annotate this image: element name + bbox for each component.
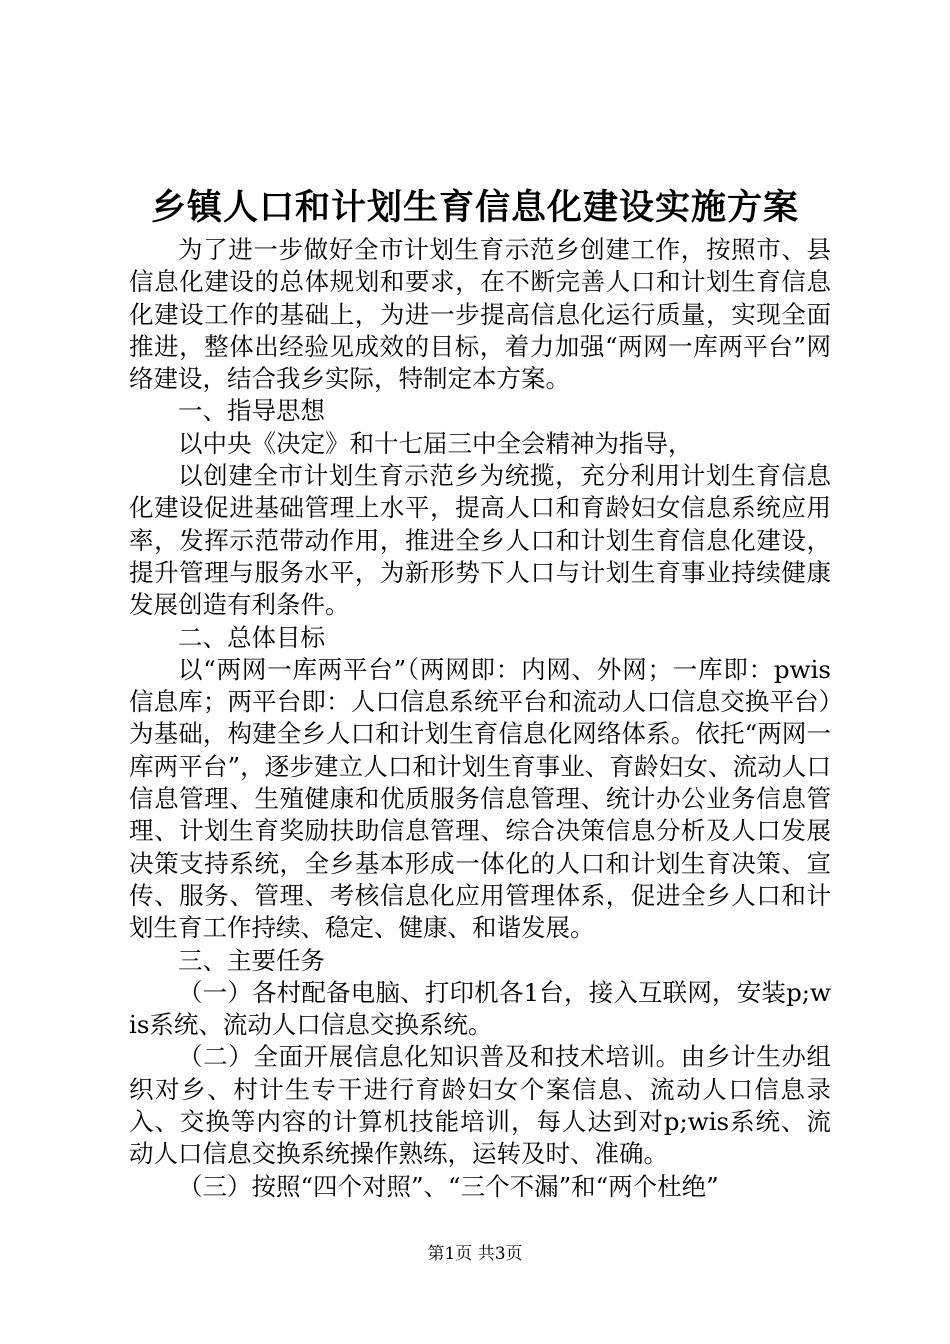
section-heading-main-tasks: 三、主要任务: [178, 945, 325, 975]
document-body: [129, 234, 831, 1203]
document-title: 乡镇人口和计划生育信息化建设实施方案: [150, 187, 799, 228]
task-paragraph-3: （三）按照“四个对照”、“三个不漏”和“两个杜绝”: [178, 1171, 719, 1201]
intro-paragraph: 为了进一步做好全市计划生育示范乡创建工作，按照市、县信息化建设的总体规划和要求，在不断完善人口和计划生育信息化建设工作的基础上，为进一步提高信息化运行质量，实现全面推进，整体出经验见成效的目标，着力加强“两网一库两平台”网络建设，结合我乡实际，特制定本方案。: [129, 235, 831, 394]
task-paragraph-1: （一）各村配备电脑、打印机各1台，接入互联网，安装p;wis系统、流动人口信息交换系统。: [129, 977, 831, 1040]
guiding-paragraph-2: 以创建全市计划生育示范乡为统揽，充分利用计划生育信息化建设促进基础管理上水平，提高人口和育龄妇女信息系统应用率，发挥示范带动作用，推进全乡人口和计划生育信息化建设，提升管理与服务水平，为新形势下人口与计划生育事业持续健康发展创造有利条件。: [129, 461, 831, 620]
guiding-paragraph-1: 以中央《决定》和十七届三中全会精神为指导，: [178, 428, 693, 458]
section-heading-guiding-thought: 一、指导思想: [178, 396, 325, 426]
section-heading-overall-goal: 二、总体目标: [178, 622, 325, 652]
goal-paragraph: 以“两网一库两平台”（两网即：内网、外网；一库即：pwis信息库；两平台即：人口信息系统平台和流动人口信息交换平台）为基础，构建全乡人口和计划生育信息化网络体系。依托“两网一库两平台”，逐步建立人口和计划生育事业、育龄妇女、流动人口信息管理、生殖健康和优质服务信息管理、统计办公业务信息管理、计划生育奖励扶助信息管理、综合决策信息分析及人口发展决策支持系统，全乡基本形成一体化的人口和计划生育决策、宣传、服务、管理、考核信息化应用管理体系，促进全乡人口和计划生育工作持续、稳定、健康、和谐发展。: [129, 654, 831, 943]
page-number: 第1页 共3页: [427, 1244, 523, 1264]
task-paragraph-2: （二）全面开展信息化知识普及和技术培训。由乡计生办组织对乡、村计生专干进行育龄妇女个案信息、流动人口信息录入、交换等内容的计算机技能培训，每人达到对p;wis系统、流动人口信息交换系统操作熟练，运转及时、准确。: [129, 1042, 831, 1169]
